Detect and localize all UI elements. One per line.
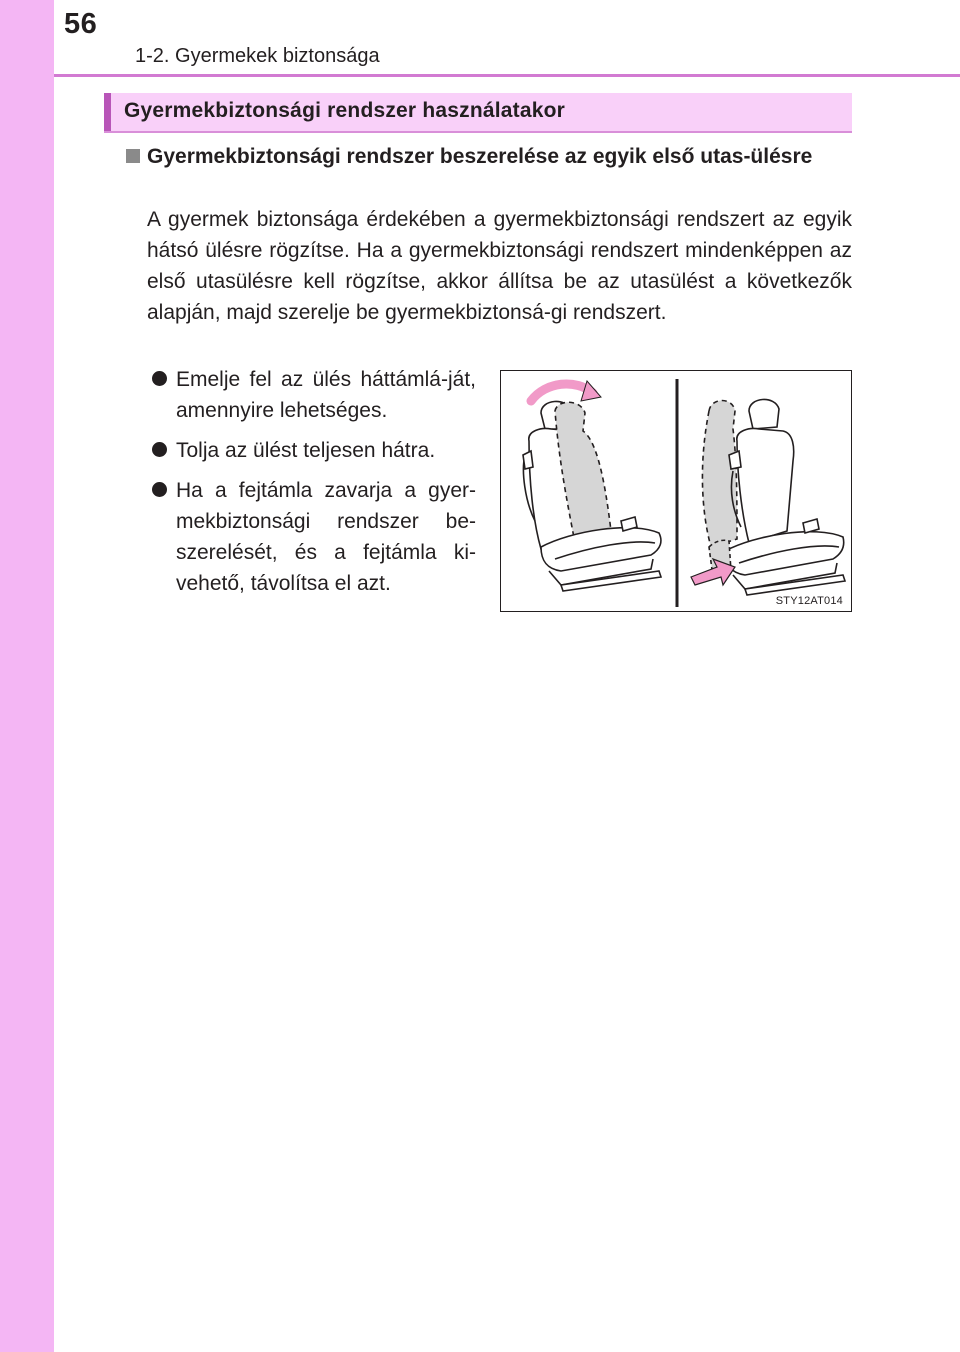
list-item <box>150 435 476 466</box>
seat-right-icon <box>691 399 845 595</box>
seat-left-icon <box>523 381 661 591</box>
header-rule <box>54 74 960 77</box>
subsection-heading <box>126 141 852 172</box>
square-bullet-icon <box>126 149 140 163</box>
figure-code: STY12AT014 <box>775 595 843 607</box>
seat-illustration <box>501 371 851 611</box>
page-side-band <box>0 0 54 1352</box>
list-item-text: Emelje fel az ülés háttámlá-ját, amennyire lehetséges. <box>176 368 476 422</box>
section-accent-bar <box>104 93 111 131</box>
bullet-dot-icon <box>152 482 167 497</box>
list-item-text: Tolja az ülést teljesen hátra. <box>176 439 436 462</box>
body-paragraph: A gyermek biztonsága érdekében a gyermekbiztonsági rendszert az egyik hátsó ülésre rögzítse. Ha a gyermekbiztonsági rendszert mindenképpen az első utasülésre kell rögzítse, akkor állítsa be az utasülést a következők alapján, majd szerelje be gyermekbiztonsá-gi rendszert. <box>147 208 852 324</box>
list-item-text: Ha a fejtámla zavarja a gyer-mekbiztonsági rendszer be-szerelését, és a fejtámla ki-vehető, távolítsa el azt. <box>176 479 476 595</box>
bullet-list <box>150 364 476 608</box>
subsection-heading-text: Gyermekbiztonsági rendszer beszerelése az egyik első utas-ülésre <box>147 145 813 168</box>
section-title-band <box>104 93 852 133</box>
bullet-dot-icon <box>152 371 167 386</box>
page-number: 56 <box>64 8 98 40</box>
seat-adjustment-figure <box>500 370 852 612</box>
section-title: Gyermekbiztonsági rendszer használatakor <box>124 99 565 122</box>
chapter-title: 1-2. Gyermekek biztonsága <box>135 45 380 67</box>
list-item <box>150 475 476 599</box>
bullet-dot-icon <box>152 442 167 457</box>
list-item <box>150 364 476 426</box>
